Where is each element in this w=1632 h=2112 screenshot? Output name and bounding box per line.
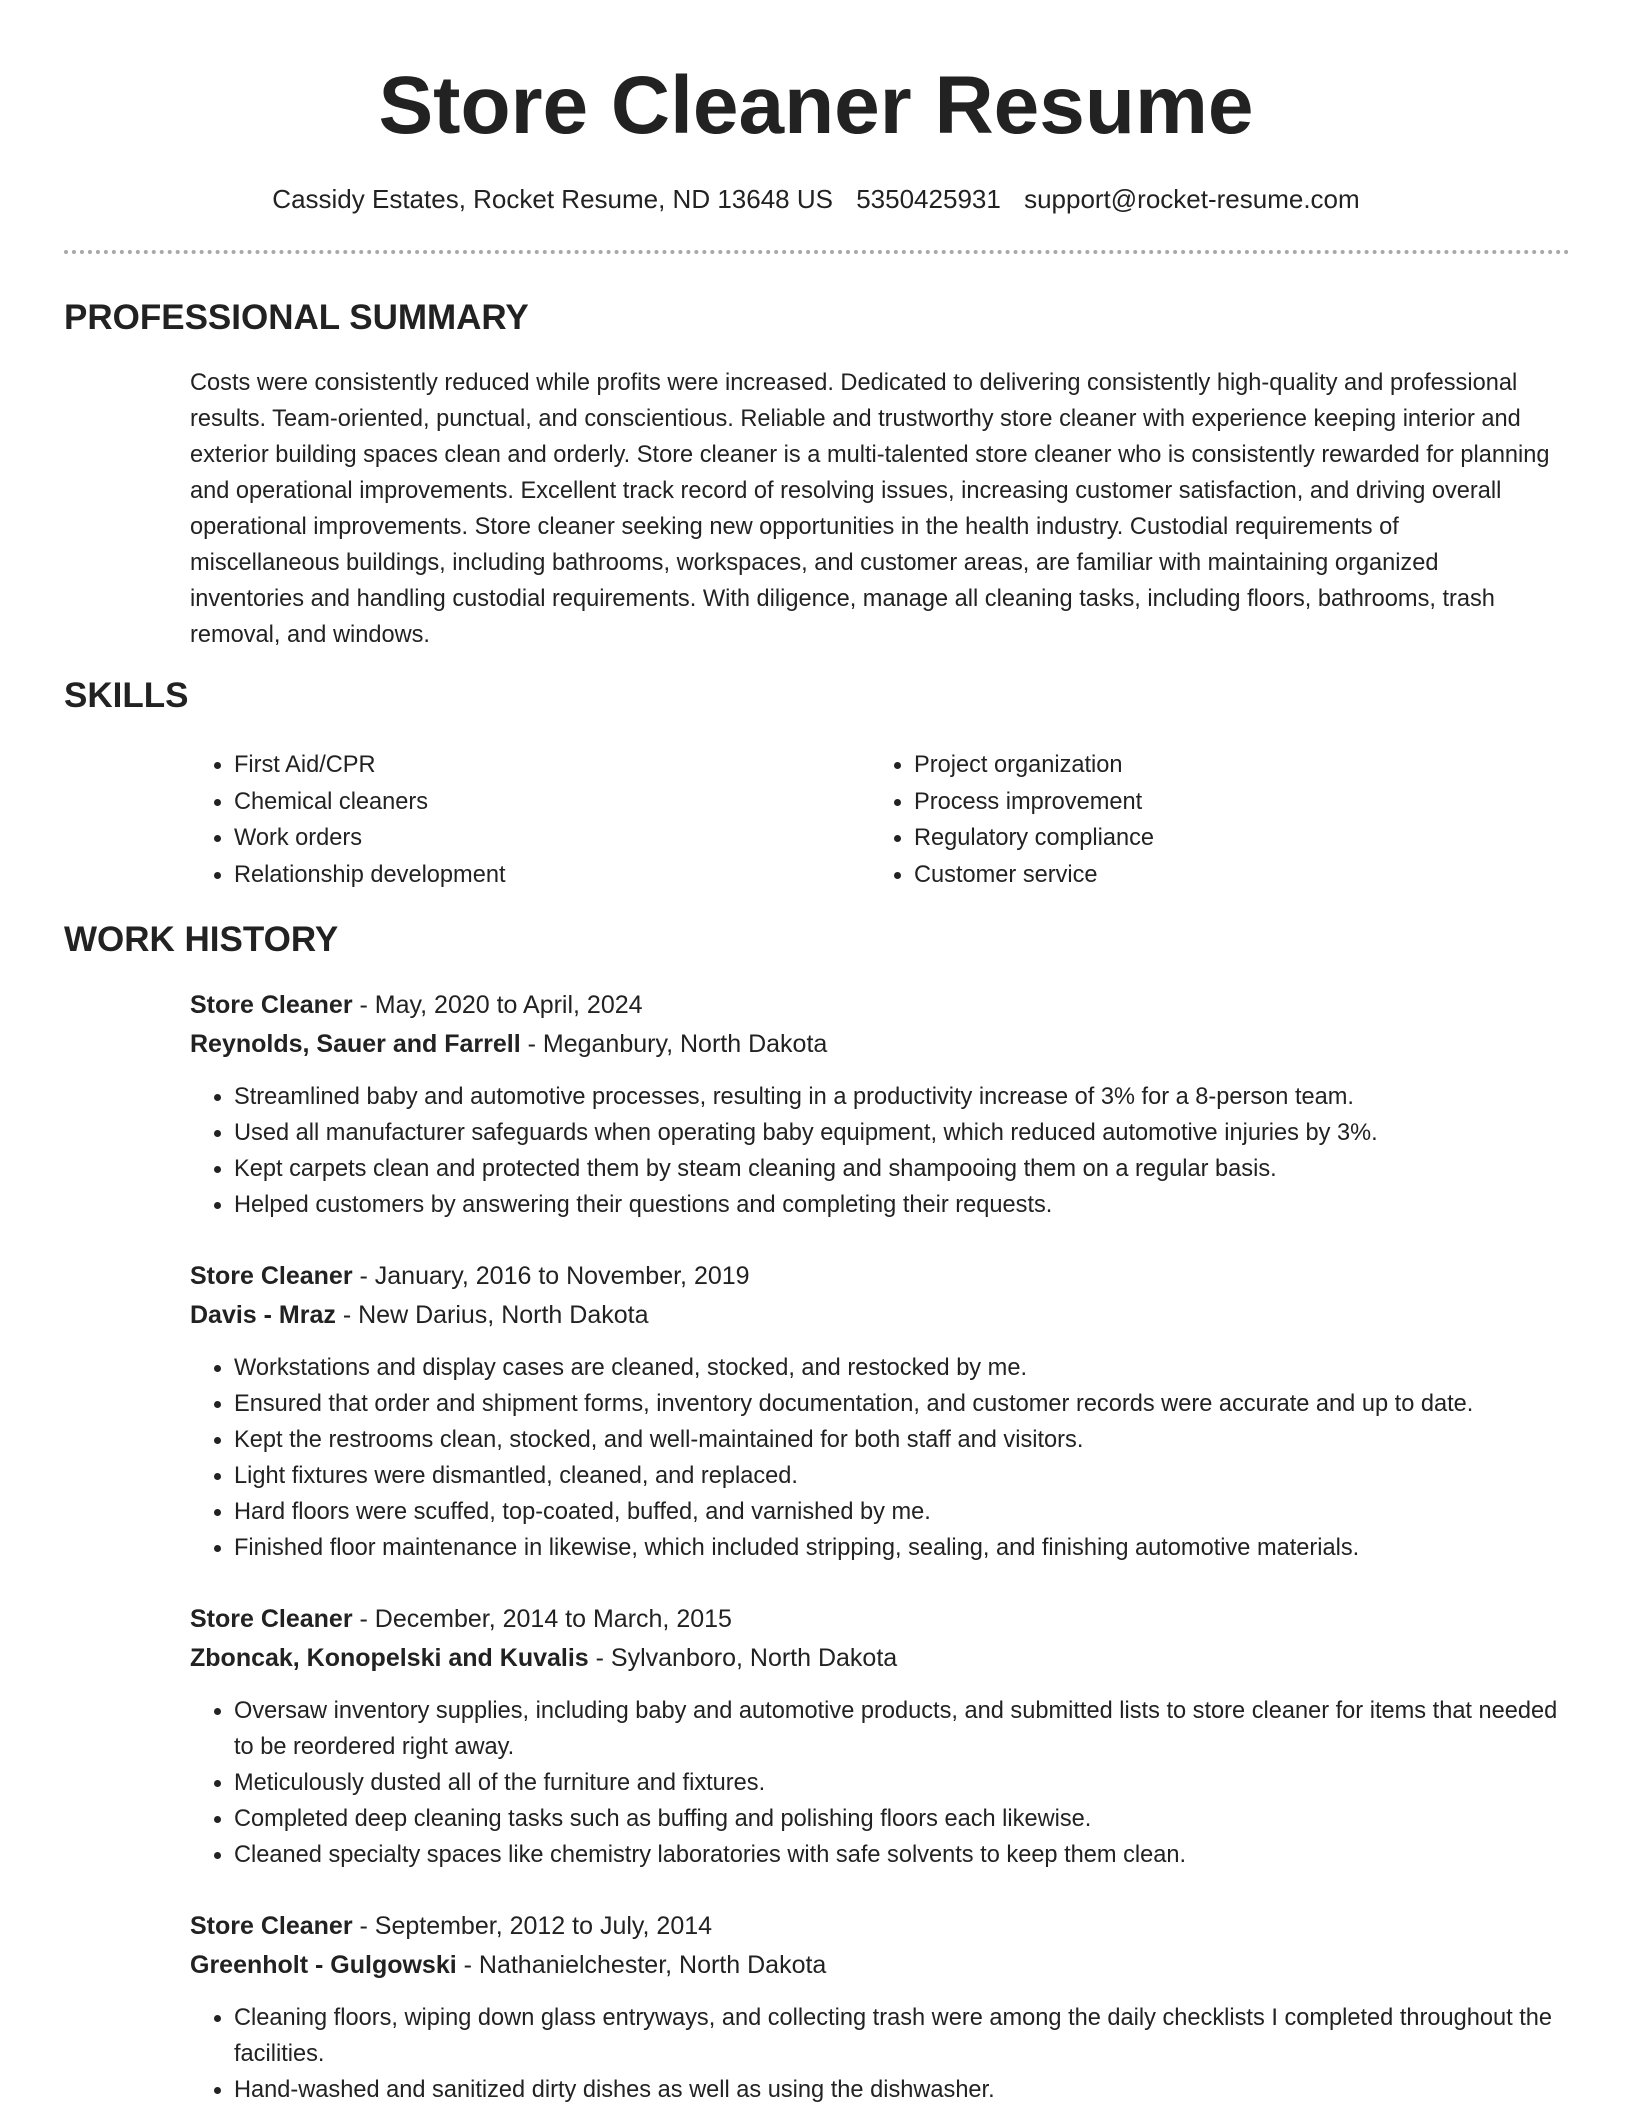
job-title-line (190, 986, 1560, 1025)
list-item: • Cleaning floors, wiping down glass entryways, and collecting trash were among the daily checklists I completed throughout the facilities. (234, 2000, 1560, 2072)
skills-column-left (190, 747, 870, 893)
list-item: • Oversaw inventory supplies, including baby and automotive products, and submitted lists to store cleaner for items that needed to be reordered right away. (234, 1693, 1560, 1765)
list-item: • Hand-washed and sanitized dirty dishes as well as using the dishwasher. (234, 2072, 1560, 2108)
job-dates: - December, 2014 to March, 2015 (352, 1605, 732, 1633)
job-location: - Nathanielchester, North Dakota (456, 1951, 827, 1979)
job-title-line (190, 1907, 1560, 1946)
job-title: Store Cleaner (190, 1605, 353, 1633)
job-bullets (190, 1079, 1560, 1223)
address-text: Cassidy Estates, Rocket Resume, ND 13648 US (272, 184, 833, 214)
list-item: • Light fixtures were dismantled, cleaned, and replaced. (234, 1458, 1560, 1494)
job-entry (190, 986, 1560, 1223)
list-item: • Streamlined baby and automotive processes, resulting in a productivity increase of 3% for a 8-person team. (234, 1079, 1560, 1115)
job-title-line (190, 1257, 1560, 1296)
job-company-line (190, 1946, 1560, 1985)
list-item: • Ensured that order and shipment forms, inventory documentation, and customer records were accurate and up to date. (234, 1386, 1560, 1422)
list-item: • Kept carpets clean and protected them by steam cleaning and shampooing them on a regular basis. (234, 1151, 1560, 1187)
list-item: • Completed deep cleaning tasks such as buffing and polishing floors each likewise. (234, 1801, 1560, 1837)
list-item: • Used all manufacturer safeguards when operating baby equipment, which reduced automotive injuries by 3%. (234, 1115, 1560, 1151)
job-company-line (190, 1296, 1560, 1335)
job-entry (190, 1907, 1560, 2108)
list-item: • Work orders (234, 820, 870, 857)
job-company-line (190, 1025, 1560, 1064)
list-item: • Project organization (914, 747, 1550, 784)
list-item: • Kept the restrooms clean, stocked, and well-maintained for both staff and visitors. (234, 1422, 1560, 1458)
job-company: Zboncak, Konopelski and Kuvalis (190, 1644, 589, 1672)
job-title: Store Cleaner (190, 1262, 353, 1290)
job-dates: - January, 2016 to November, 2019 (352, 1262, 750, 1290)
contact-info (0, 182, 1632, 216)
phone-text: 5350425931 (856, 184, 1001, 214)
list-item: • First Aid/CPR (234, 747, 870, 784)
job-company: Greenholt - Gulgowski (190, 1951, 457, 1979)
job-entry (190, 1600, 1560, 1873)
job-company-line (190, 1639, 1560, 1678)
summary-heading: PROFESSIONAL SUMMARY (64, 298, 529, 337)
work-history-heading: WORK HISTORY (64, 920, 339, 959)
job-dates: - May, 2020 to April, 2024 (352, 991, 643, 1019)
job-location: - New Darius, North Dakota (335, 1301, 649, 1329)
skills-column-right (870, 747, 1550, 893)
job-company: Reynolds, Sauer and Farrell (190, 1030, 521, 1058)
skills-heading: SKILLS (64, 676, 189, 715)
job-bullets (190, 1350, 1560, 1566)
job-title: Store Cleaner (190, 1912, 353, 1940)
list-item: • Cleaned specialty spaces like chemistry laboratories with safe solvents to keep them clean. (234, 1837, 1560, 1873)
job-title: Store Cleaner (190, 991, 353, 1019)
job-bullets (190, 2000, 1560, 2108)
list-item: • Relationship development (234, 857, 870, 894)
skills-list (190, 747, 1570, 893)
list-item: • Regulatory compliance (914, 820, 1550, 857)
job-dates: - September, 2012 to July, 2014 (352, 1912, 713, 1940)
job-entry (190, 1257, 1560, 1566)
list-item: • Finished floor maintenance in likewise, which included stripping, sealing, and finishing automotive materials. (234, 1530, 1560, 1566)
list-item: • Meticulously dusted all of the furniture and fixtures. (234, 1765, 1560, 1801)
list-item: • Process improvement (914, 784, 1550, 821)
job-company: Davis - Mraz (190, 1301, 336, 1329)
header-divider (64, 250, 1570, 254)
job-title-line (190, 1600, 1560, 1639)
page-title: Store Cleaner Resume (378, 60, 1254, 151)
summary-text: Costs were consistently reduced while profits were increased. Dedicated to delivering consistently high-quality and professional results. Team-oriented, punctual, and conscientious. Reliable and trustworthy store cleaner with experience keeping interior and exterior building spaces clean and orderly. Store cleaner is a multi-talented store cleaner who is consistently rewarded for planning and operational improvements. Excellent track record of resolving issues, increasing customer satisfaction, and driving overall operational improvements. Store cleaner seeking new opportunities in the health industry. Custodial requirements of miscellaneous buildings, including bathrooms, workspaces, and customer areas, are familiar with maintaining organized inventories and handling custodial requirements. With diligence, manage all cleaning tasks, including floors, bathrooms, trash removal, and windows. (190, 370, 1550, 648)
list-item: • Helped customers by answering their questions and completing their requests. (234, 1187, 1560, 1223)
job-bullets (190, 1693, 1560, 1873)
list-item: • Chemical cleaners (234, 784, 870, 821)
job-location: - Sylvanboro, North Dakota (588, 1644, 898, 1672)
job-location: - Meganbury, North Dakota (520, 1030, 828, 1058)
list-item: • Hard floors were scuffed, top-coated, buffed, and varnished by me. (234, 1494, 1560, 1530)
list-item: • Workstations and display cases are cleaned, stocked, and restocked by me. (234, 1350, 1560, 1386)
list-item: • Customer service (914, 857, 1550, 894)
email-link[interactable]: support@rocket-resume.com (1024, 184, 1360, 214)
